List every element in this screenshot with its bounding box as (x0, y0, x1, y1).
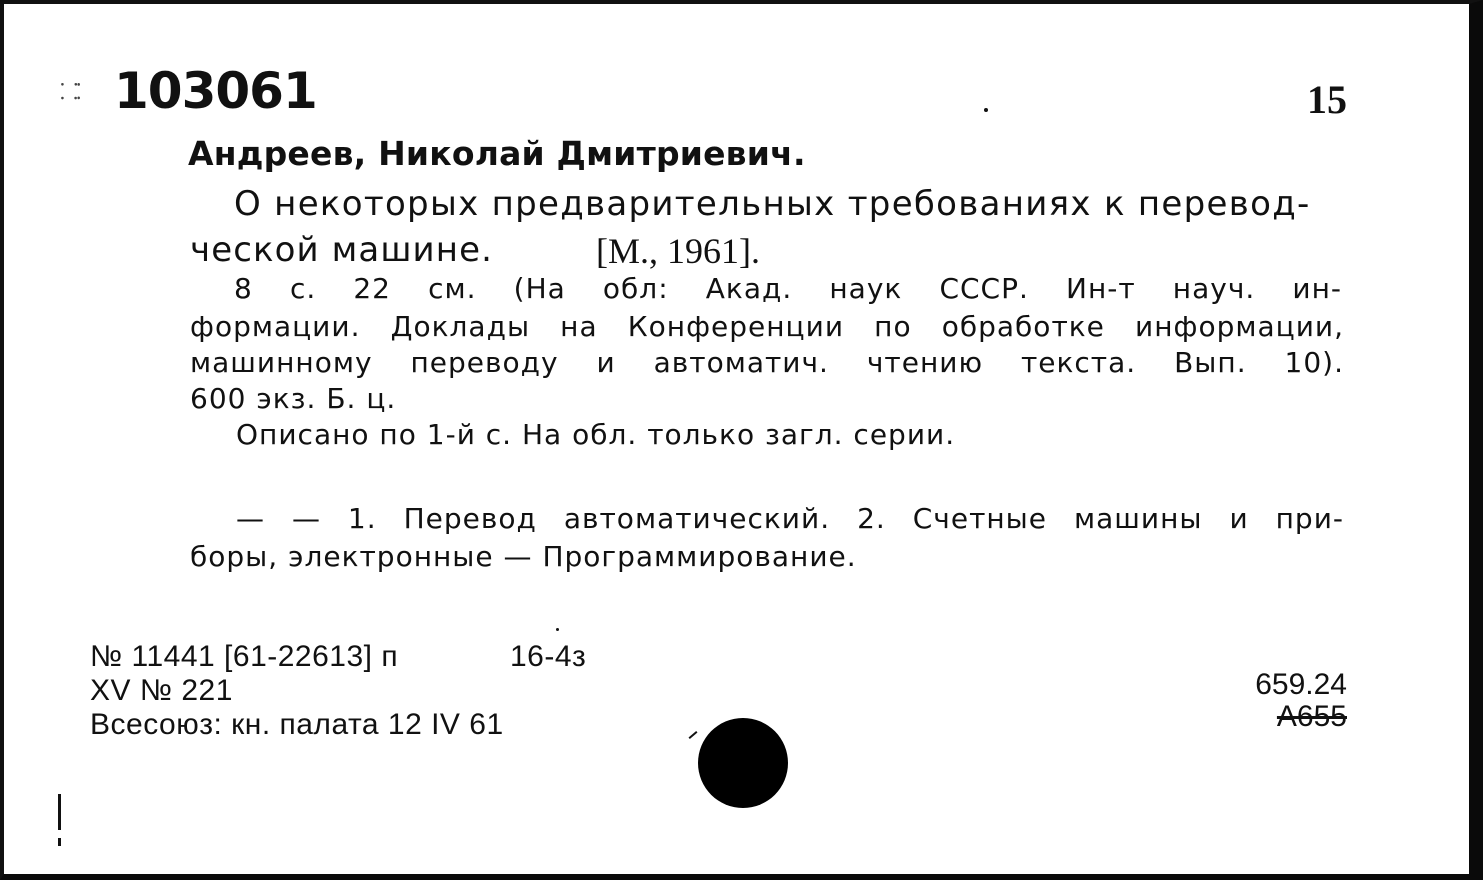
classification-struck-code: А655 (1276, 700, 1347, 733)
description-line-1: 8 с. 22 см. (На обл: Акад. наук СССР. Ин-т науч. ин- (234, 272, 1342, 305)
author-heading: Андреев, Николай Дмитриевич. (188, 134, 806, 173)
card-id-number: 103061 (114, 62, 317, 120)
punch-hole (698, 718, 788, 808)
title-line-1: О некоторых предварительных требованиях к перевод- (234, 184, 1311, 224)
description-line-4: 600 экз. Б. ц. (190, 382, 397, 415)
stamp-mark: ⸬⁚ (60, 80, 80, 105)
title-line-2: ческой машине. (190, 230, 493, 270)
imprint-line-3: Всесоюз: кн. палата 12 IV 61 (90, 708, 504, 741)
margin-mark (58, 794, 61, 830)
description-note: Описано по 1-й с. На обл. только загл. серии. (236, 418, 956, 451)
publication-place-year: [М., 1961]. (596, 231, 760, 271)
imprint-code: 16-4з (510, 640, 587, 673)
ink-speck (984, 108, 988, 112)
imprint-line-2: XV № 221 (90, 674, 233, 707)
ink-mark (689, 731, 698, 739)
subject-line-2: боры, электронные — Программирование. (190, 540, 857, 573)
imprint-line-1: № 11441 [61-22613] п (90, 640, 399, 673)
ink-speck (556, 628, 559, 631)
page-number: 15 (1307, 77, 1347, 122)
subject-line-1: — — 1. Перевод автоматический. 2. Счетные машины и при- (236, 502, 1344, 535)
description-line-2: формации. Доклады на Конференции по обработке информации, (190, 310, 1344, 343)
classification-code: 659.24 (1255, 668, 1347, 701)
margin-mark (58, 838, 61, 846)
description-line-3: машинному переводу и автоматич. чтению текста. Вып. 10). (190, 346, 1344, 379)
